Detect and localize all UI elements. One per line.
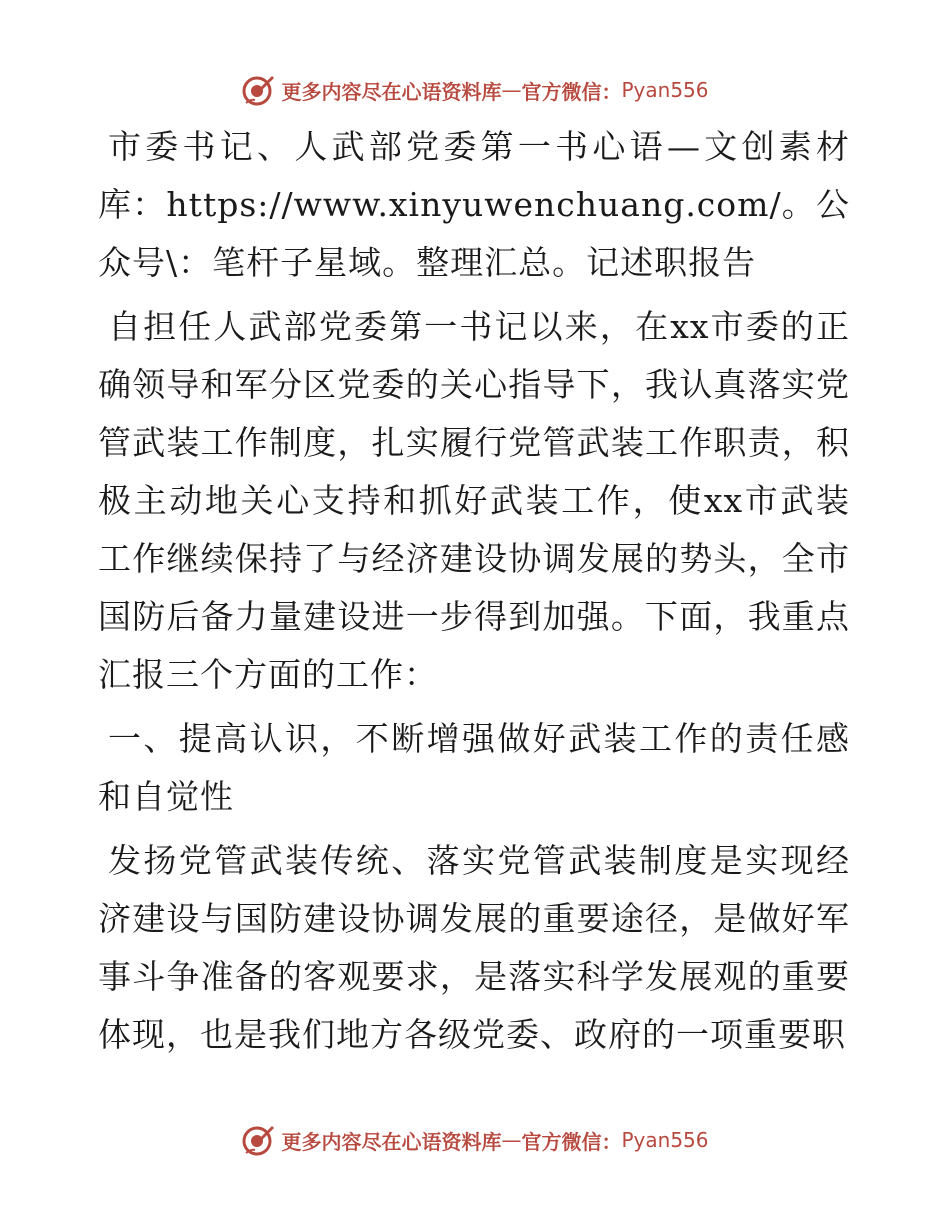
banner-dash: —	[501, 78, 522, 102]
header-banner	[0, 70, 950, 110]
quill-logo-icon	[241, 73, 275, 107]
section-heading-1: 一、提高认识，不断增强做好武装工作的责任感和自觉性	[98, 719, 850, 816]
footer-banner	[0, 1120, 950, 1160]
footer-wechat-id: Pyan556	[621, 1128, 709, 1152]
paragraph-intro: 自担任人武部党委第一书记以来，在xx市委的正确领导和军分区党委的关心指导下，我认真落实党管武装工作制度，扎实履行党管武装工作职责，积极主动地关心支持和抓好武装工作，使xx市武装工作继续保持了与经济建设协调发展的势头，全市国防后备力量建设进一步得到加强。下面，我重点汇报三个方面的工作：	[98, 307, 850, 694]
banner-brand-text: 更多内容尽在心语资料库	[281, 79, 502, 104]
document-body	[98, 118, 850, 1070]
footer-label: 官方微信：	[521, 1129, 622, 1154]
quill-logo-icon	[241, 1123, 275, 1157]
banner-label: 官方微信：	[521, 79, 622, 104]
footer-brand-text: 更多内容尽在心语资料库	[281, 1129, 502, 1154]
paragraph-title: 市委书记、人武部党委第一书心语—文创素材库：https://www.xinyuwenchuang.com/。公众号\：笔杆子星域。整理汇总。记述职报告	[98, 127, 850, 282]
paragraph-section-1: 发扬党管武装传统、落实党管武装制度是实现经济建设与国防建设协调发展的重要途径，是做好军事斗争准备的客观要求，是落实科学发展观的重要体现，也是我们地方各级党委、政府的一项重要职	[98, 841, 850, 1054]
banner-wechat-id: Pyan556	[621, 78, 709, 102]
footer-dash: —	[501, 1128, 522, 1152]
